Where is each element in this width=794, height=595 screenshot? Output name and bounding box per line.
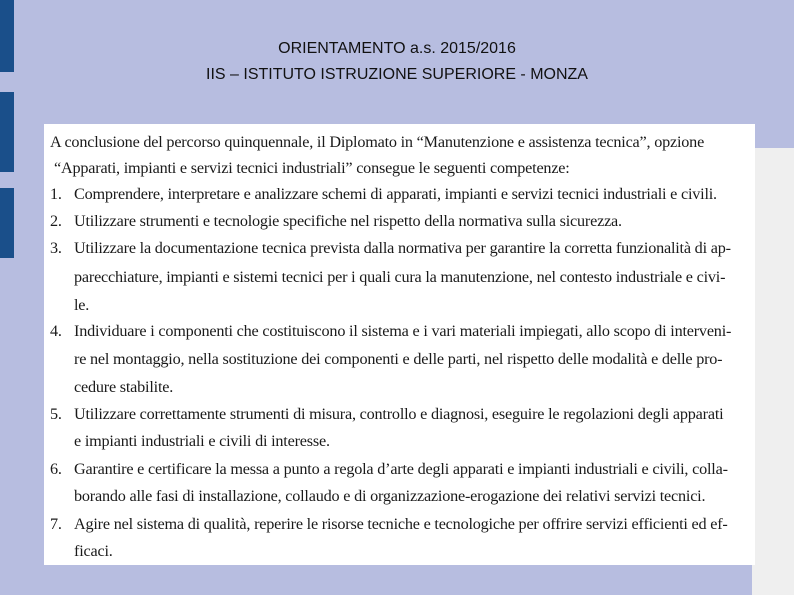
document-image — [44, 124, 755, 565]
list-item-text: Garantire e certificare la messa a punto a regola d’arte degli apparati e impianti industriali e civili, colla- — [74, 460, 728, 478]
list-item-text: Comprendere, interpretare e analizzare schemi di apparati, impianti e servizi tecnici industriali e civili. — [74, 185, 717, 203]
list-item-number: 1. — [50, 185, 62, 203]
intro-text-line: “Apparati, impianti e servizi tecnici industriali” consegue le seguenti competenze: — [54, 159, 570, 177]
list-item-number: 7. — [50, 515, 62, 533]
slide-accent-bar — [0, 92, 14, 172]
list-item-text: Utilizzare correttamente strumenti di misura, controllo e diagnosi, eseguire le regolazioni degli apparati — [74, 405, 724, 423]
slide-accent-bar — [0, 188, 14, 258]
intro-text-line: A conclusione del percorso quinquennale, il Diplomato in “Manutenzione e assistenza tecnica”, opzione — [50, 133, 705, 151]
list-item-number: 4. — [50, 322, 62, 340]
slide-accent-bar — [0, 0, 14, 72]
slide-title: ORIENTAMENTO a.s. 2015/2016 — [278, 40, 516, 57]
list-item-number: 2. — [50, 212, 62, 230]
list-item-text: e impianti industriali e civili di interesse. — [74, 432, 330, 450]
list-item-text: cedure stabilite. — [74, 378, 174, 396]
list-item-number: 6. — [50, 460, 62, 478]
background-panel — [752, 148, 794, 595]
slide-subtitle: IIS – ISTITUTO ISTRUZIONE SUPERIORE - MONZA — [206, 66, 588, 83]
list-item-text: ficaci. — [74, 542, 113, 560]
list-item-text: re nel montaggio, nella sostituzione dei componenti e delle parti, nel rispetto delle modalità e delle pro- — [74, 350, 723, 368]
list-item-text: Utilizzare la documentazione tecnica prevista dalla normativa per garantire la corretta funzionalità di ap- — [74, 239, 731, 257]
list-item-text: parecchiature, impianti e sistemi tecnici per i quali cura la manutenzione, nel contesto industriale e civi- — [74, 268, 726, 286]
list-item-text: Individuare i componenti che costituiscono il sistema e i vari materiali impiegati, allo scopo di interveni- — [74, 322, 732, 340]
list-item-text: Agire nel sistema di qualità, reperire le risorse tecniche e tecnologiche per offrire servizi efficienti ed ef- — [74, 515, 728, 533]
list-item-text: Utilizzare strumenti e tecnologie specifiche nel rispetto della normativa sulla sicurezza. — [74, 212, 622, 230]
list-item-text: le. — [74, 296, 90, 314]
list-item-number: 5. — [50, 405, 62, 423]
list-item-text: borando alle fasi di installazione, collaudo e di organizzazione-erogazione dei relativi servizi tecnici. — [74, 487, 706, 505]
list-item-number: 3. — [50, 239, 62, 257]
